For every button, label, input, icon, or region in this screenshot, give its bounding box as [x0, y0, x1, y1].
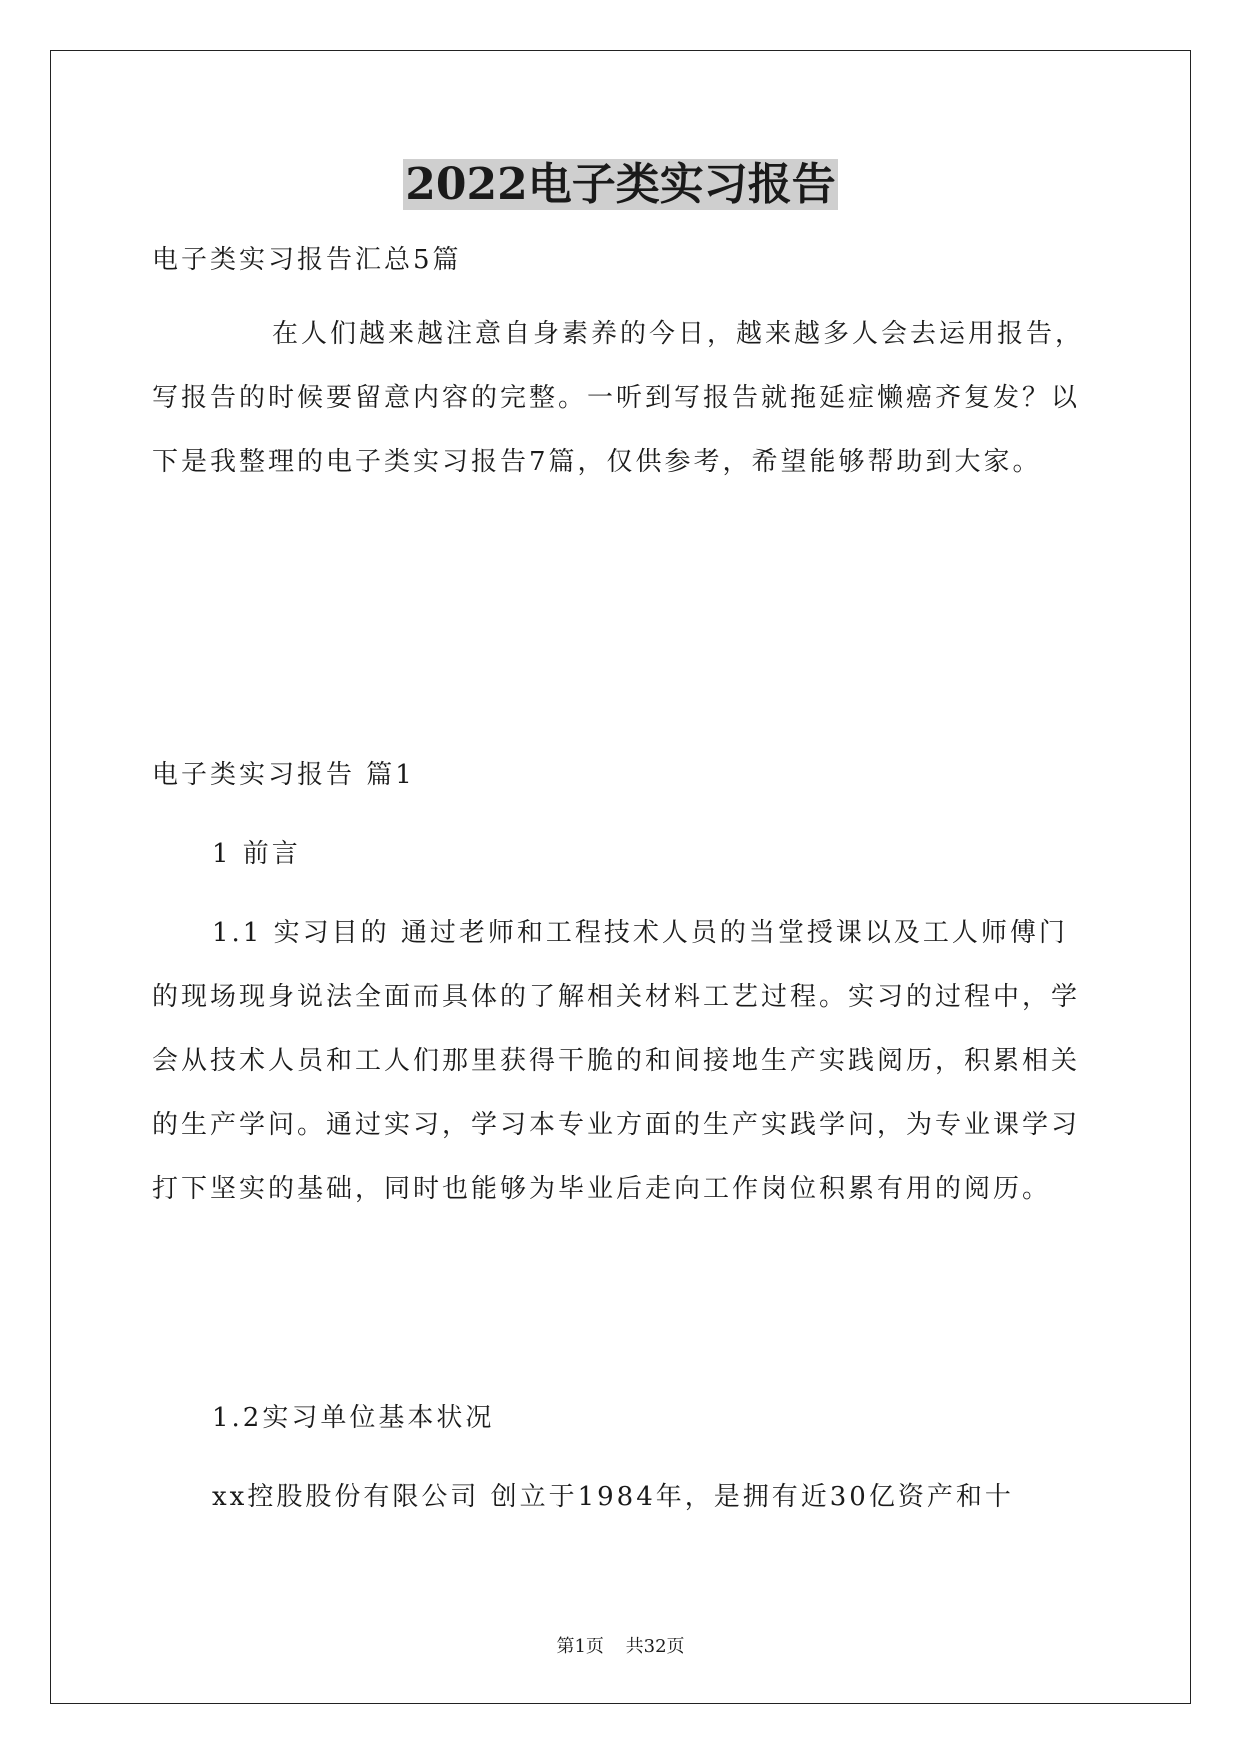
subheading-preface: 1 前言 — [212, 839, 301, 869]
paragraph-internship-purpose: 1.1 实习目的 通过老师和工程技术人员的当堂授课以及工人师傅门的现场现身说法全面而具体的了解相关材料工艺过程。实习的过程中，学会从技术人员和工人们那里获得干脆的和间接地生产实践阅历，积累相关的生产学问。通过实习，学习本专业方面的生产实践学问，为专业课学习打下坚实的基础，同时也能够为毕业后走向工作岗位积累有用的阅历。 — [152, 918, 1081, 1204]
page-footer — [0, 1632, 1241, 1658]
document-title-text: 2022电子类实习报告 — [405, 159, 836, 210]
summary-heading: 电子类实习报告汇总5篇 — [152, 245, 462, 275]
page-total: 共32页 — [625, 1636, 685, 1657]
document-title — [0, 157, 1241, 213]
intro-paragraph: 在人们越来越注意自身素养的今日，越来越多人会去运用报告，写报告的时候要留意内容的完整。一听到写报告就拖延症懒癌齐复发？以下是我整理的电子类实习报告7篇，仅供参考，希望能够帮助到大家。 — [152, 319, 1085, 477]
page-number: 第1页 — [556, 1636, 604, 1657]
paragraph-company: xx控股股份有限公司 创立于1984年，是拥有近30亿资产和十 — [212, 1482, 1014, 1512]
subheading-company-overview: 1.2实习单位基本状况 — [212, 1403, 495, 1433]
section-heading: 电子类实习报告 篇1 — [152, 760, 415, 790]
